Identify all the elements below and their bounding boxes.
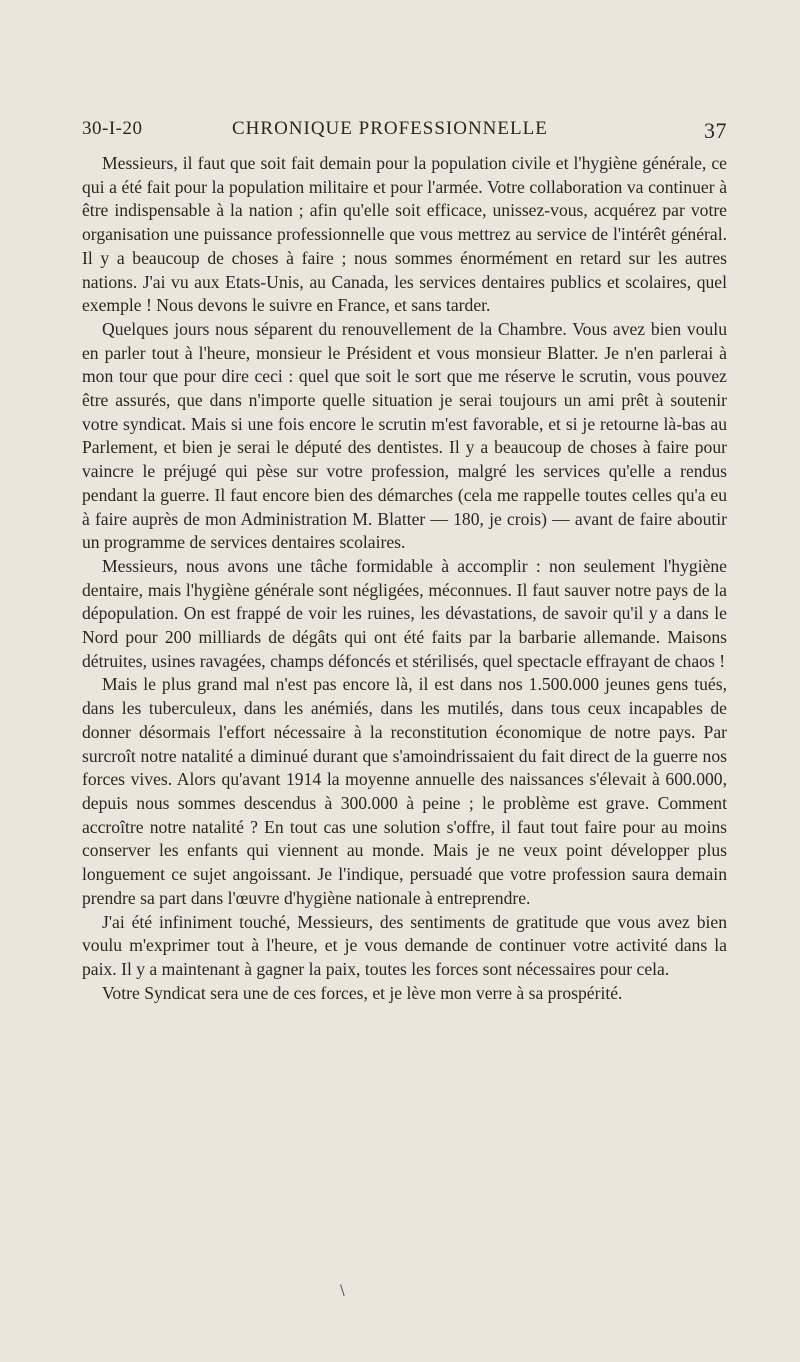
paragraph: Messieurs, nous avons une tâche formidable à accomplir : non seulement l'hygiène dentaire, mais l'hygiène générale sont négligées, méconnues. Il faut sauver notre pays de la dépopulation. On est frappé de voir les ruines, les dévastations, de savoir qu'il y a dans le Nord pour 200 milliards de dégâts qui ont été faits par la barbarie allemande. Maisons détruites, usines ravagées, champs défoncés et stérilisés, quel spectacle effrayant de chaos ! bbox=[82, 555, 727, 671]
footer-mark: \ bbox=[340, 1283, 345, 1299]
paragraph: Messieurs, il faut que soit fait demain pour la population civile et l'hygiène générale, ce qui a été fait pour la population militaire et pour l'armée. Votre collaboration va continuer à être indispensable à la nation ; afin qu'elle soit efficace, unissez-vous, acquérez par votre organisation une puissance professionnelle que vous mettrez au service de l'intérêt général. Il y a beaucoup de choses à faire ; nous sommes énormément en retard sur les autres nations. J'ai vu aux Etats-Unis, au Canada, les services dentaires publics et scolaires, quel exemple ! Nous devons le suivre en France, et sans tarder. bbox=[82, 153, 727, 316]
page-number: 37 bbox=[704, 118, 727, 143]
header-title: CHRONIQUE PROFESSIONNELLE bbox=[232, 118, 548, 139]
body-text bbox=[82, 152, 727, 1005]
header-date: 30-I-20 bbox=[82, 118, 143, 139]
paragraph: Mais le plus grand mal n'est pas encore là, il est dans nos 1.500.000 jeunes gens tués, dans les tuberculeux, dans les anémiés, dans les mutilés, dans tous ceux incapables de donner désormais l'effort nécessaire à la reconstitution économique de notre pays. Par surcroît notre natalité a diminué durant que s'amoindrissaient du fait direct de la guerre nos forces vives. Alors qu'avant 1914 la moyenne annuelle des naissances s'élevait à 600.000, depuis nous sommes descendus à 300.000 à peine ; le problème est grave. Comment accroître notre natalité ? En tout cas une solution s'offre, il faut tout faire pour au moins conserver les enfants qui viennent au monde. Mais je ne veux point développer plus longuement ce sujet angoissant. Je l'indique, persuadé que votre profession saura demain prendre sa part dans l'œuvre d'hygiène nationale à entreprendre. bbox=[82, 674, 727, 908]
paragraph: J'ai été infiniment touché, Messieurs, des sentiments de gratitude que vous avez bien voulu m'exprimer tout à l'heure, et je vous demande de continuer votre activité dans la paix. Il y a maintenant à gagner la paix, toutes les forces sont nécessaires pour cela. bbox=[82, 911, 727, 979]
paragraph: Votre Syndicat sera une de ces forces, et je lève mon verre à sa prospérité. bbox=[102, 982, 623, 1003]
running-header bbox=[82, 118, 727, 148]
paragraph: Quelques jours nous séparent du renouvellement de la Chambre. Vous avez bien voulu en parler tout à l'heure, monsieur le Président et vous monsieur Blatter. Je n'en parlerai à mon tour que pour dire ceci : quel que soit le sort que me réserve le scrutin, vous pouvez être assurés, que dans n'importe quelle situation je serai toujours un ami prêt à soutenir votre syndicat. Mais si une fois encore le scrutin m'est favorable, et si je retourne là-bas au Parlement, et bien je serai le député des dentistes. Il y a beaucoup de choses à faire pour vaincre le préjugé qui pèse sur votre profession, malgré les services qu'elle a rendus pendant la guerre. Il faut encore bien des démarches (cela me rappelle toutes celles qu'a eu à faire auprès de mon Administration M. Blatter — 180, je crois) — avant de faire aboutir un programme de services dentaires scolaires. bbox=[82, 318, 727, 553]
